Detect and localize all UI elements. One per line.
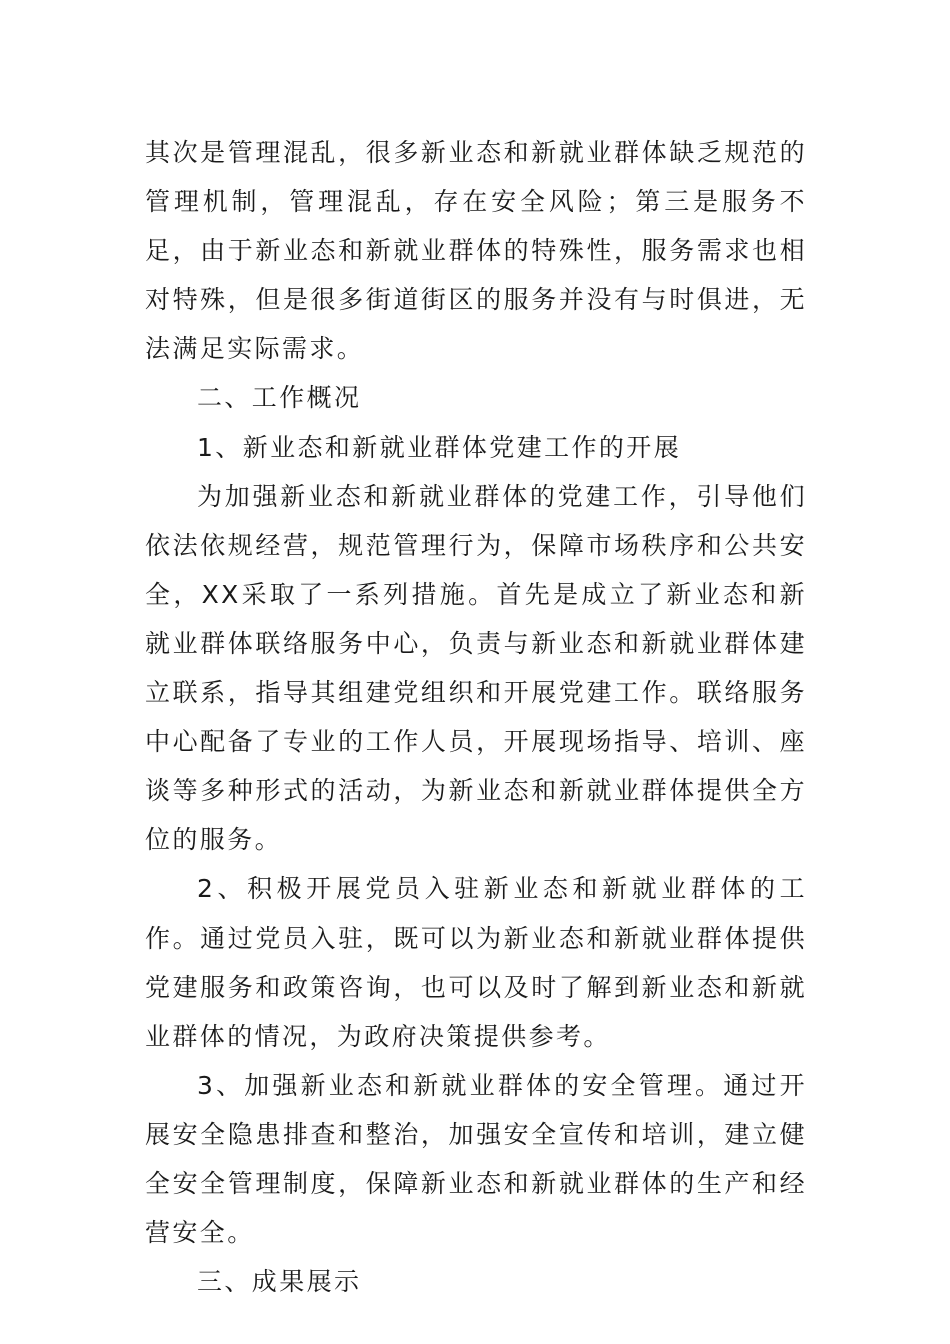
paragraph-party-building-measures: 为加强新业态和新就业群体的党建工作，引导他们依法依规经营，规范管理行为，保障市场秩序和公共安全，XX采取了一系列措施。首先是成立了新业态和新就业群体联络服务中心，负责与新业态和新就业群体建立联系，指导其组建党组织和开展党建工作。联络服务中心配备了专业的工作人员，开展现场指导、培训、座谈等多种形式的活动，为新业态和新就业群体提供全方位的服务。 xyxy=(145,481,807,855)
document-body xyxy=(145,128,807,1306)
section-heading-results: 三、成果展示 xyxy=(197,1267,362,1297)
paragraph-management-issues: 其次是管理混乱，很多新业态和新就业群体缺乏规范的管理机制，管理混乱，存在安全风险；第三是服务不足，由于新业态和新就业群体的特殊性，服务需求也相对特殊，但是很多街道街区的服务并没有与时俱进，无法满足实际需求。 xyxy=(145,138,807,364)
subheading-party-building: 1、新业态和新就业群体党建工作的开展 xyxy=(197,432,682,462)
section-heading-work-overview: 二、工作概况 xyxy=(197,383,362,413)
paragraph-safety-management: 3、加强新业态和新就业群体的安全管理。通过开展安全隐患排查和整治，加强安全宣传和培训，建立健全安全管理制度，保障新业态和新就业群体的生产和经营安全。 xyxy=(145,1070,807,1248)
paragraph-party-members-stationed: 2、积极开展党员入驻新业态和新就业群体的工作。通过党员入驻，既可以为新业态和新就业群体提供党建服务和政策咨询，也可以及时了解到新业态和新就业群体的情况，为政府决策提供参考。 xyxy=(145,874,807,1051)
